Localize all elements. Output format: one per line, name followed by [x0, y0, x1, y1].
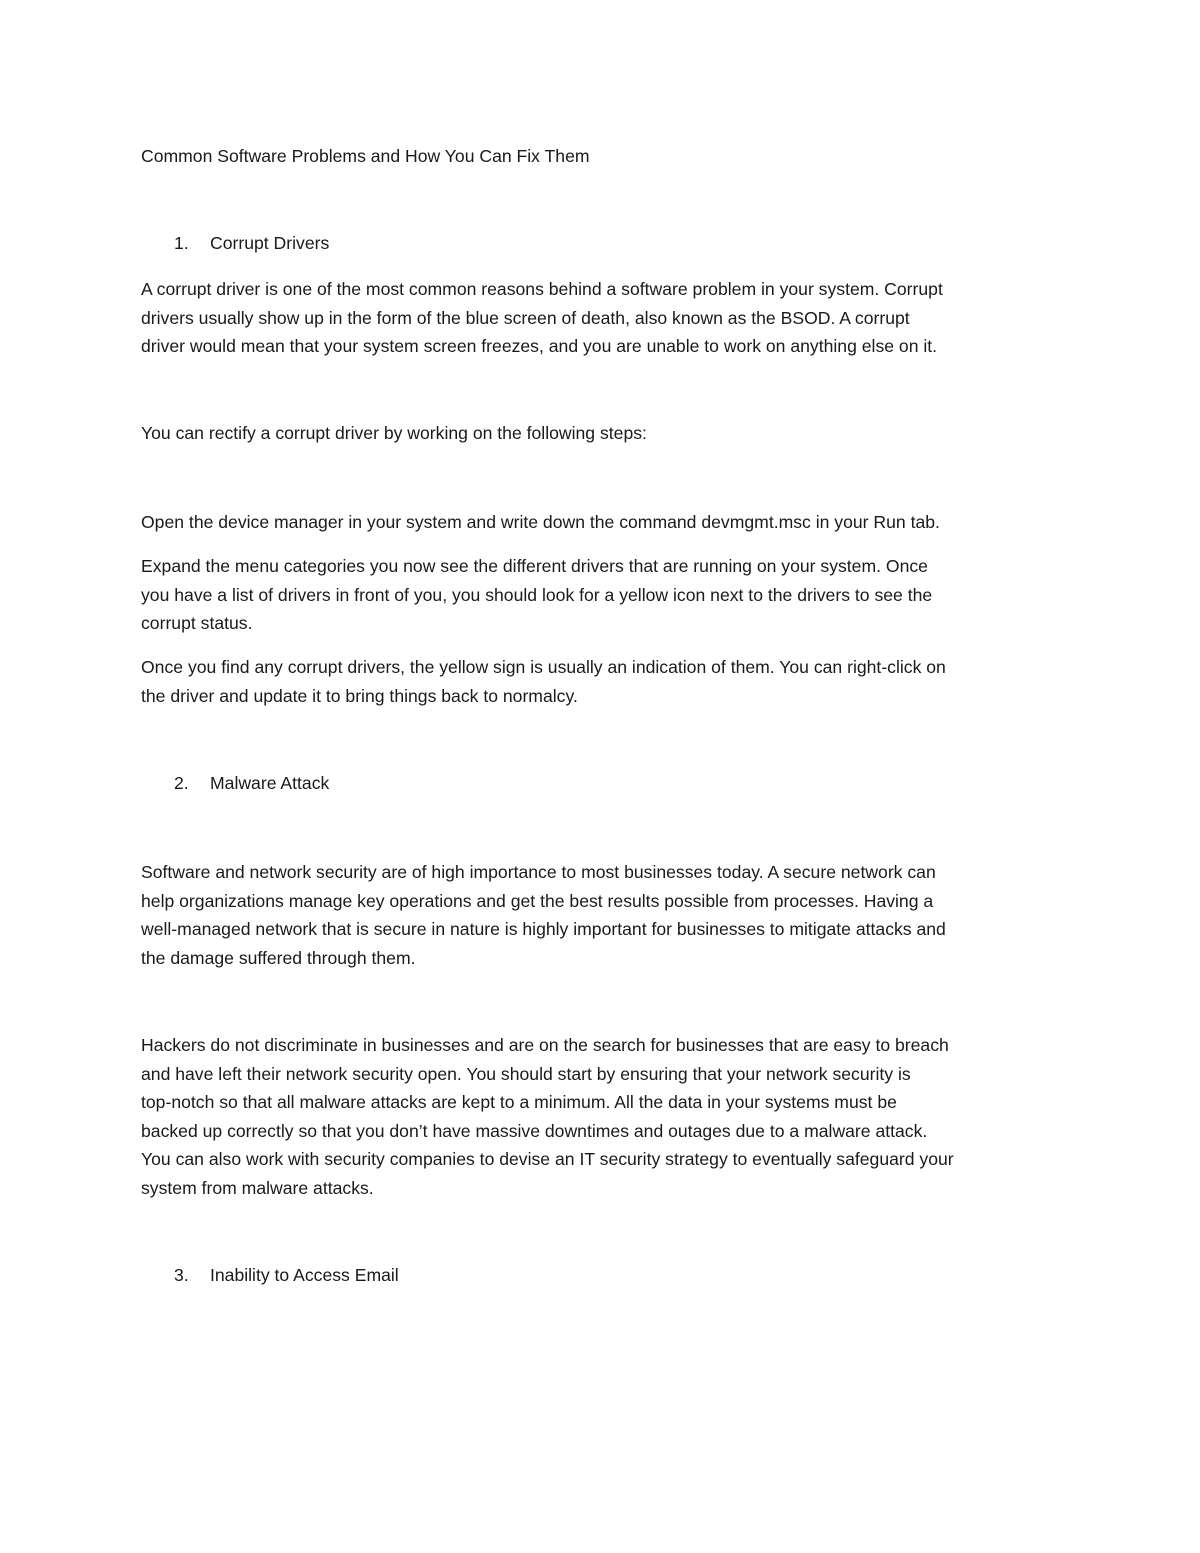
- section-heading-email-access: [174, 1261, 399, 1290]
- text-line: top-notch so that all malware attacks are kept to a minimum. All the data in your systems must be: [141, 1092, 897, 1113]
- text-line: Hackers do not discriminate in businesses and are on the search for businesses that are easy to breach: [141, 1035, 949, 1055]
- text-line: Software and network security are of high importance to most businesses today. A secure network can: [141, 862, 936, 882]
- section-heading-text: Corrupt Drivers: [210, 233, 330, 253]
- text-line: You can rectify a corrupt driver by working on the following steps:: [141, 423, 647, 443]
- title-line: Common Software Problems and How You Can Fix Them: [141, 146, 590, 166]
- paragraph-step-expand-menu: [141, 552, 1066, 638]
- text-line: and have left their network security open. You should start by ensuring that your network security is: [141, 1063, 911, 1084]
- paragraph-step-open-device-manager: [141, 508, 1066, 537]
- text-line: system from malware attacks.: [141, 1177, 374, 1198]
- list-number: 3.: [174, 1265, 189, 1285]
- text-line: the driver and update it to bring things back to normalcy.: [141, 685, 578, 706]
- text-line: corrupt status.: [141, 613, 253, 634]
- list-number: 2.: [174, 773, 189, 793]
- paragraph-hackers: [141, 1031, 1066, 1203]
- section-heading-text: Inability to Access Email: [210, 1265, 399, 1285]
- paragraph-step-update-driver: [141, 653, 1066, 710]
- paragraph-corrupt-driver-intro: [141, 275, 1066, 361]
- paragraph-rectify-steps-intro: [141, 419, 1066, 448]
- text-line: backed up correctly so that you don’t have massive downtimes and outages due to a malware attack.: [141, 1120, 928, 1141]
- text-line: Expand the menu categories you now see the different drivers that are running on your system. Once: [141, 556, 928, 576]
- text-line: you have a list of drivers in front of you, you should look for a yellow icon next to the drivers to see the: [141, 584, 933, 605]
- list-number: 1.: [174, 233, 189, 253]
- text-line: well-managed network that is secure in nature is highly important for businesses to mitigate attacks and: [141, 919, 946, 940]
- section-heading-malware-attack: [174, 769, 329, 798]
- text-line: help organizations manage key operations and get the best results possible from processes. Having a: [141, 890, 934, 911]
- text-line: drivers usually show up in the form of the blue screen of death, also known as the BSOD. A corrupt: [141, 307, 910, 328]
- text-line: You can also work with security companies to devise an IT security strategy to eventually safeguard your: [141, 1149, 954, 1170]
- text-line: Open the device manager in your system and write down the command devmgmt.msc in your Run tab.: [141, 512, 940, 532]
- text-line: Once you find any corrupt drivers, the yellow sign is usually an indication of them. You can right-click on: [141, 657, 946, 677]
- section-heading-text: Malware Attack: [210, 773, 330, 793]
- text-line: A corrupt driver is one of the most common reasons behind a software problem in your system. Corrupt: [141, 279, 943, 299]
- paragraph-network-security: [141, 858, 1066, 972]
- text-line: driver would mean that your system screen freezes, and you are unable to work on anything else on it.: [141, 336, 938, 357]
- section-heading-corrupt-drivers: [174, 229, 329, 258]
- text-line: the damage suffered through them.: [141, 947, 416, 968]
- document-title: [141, 142, 1066, 171]
